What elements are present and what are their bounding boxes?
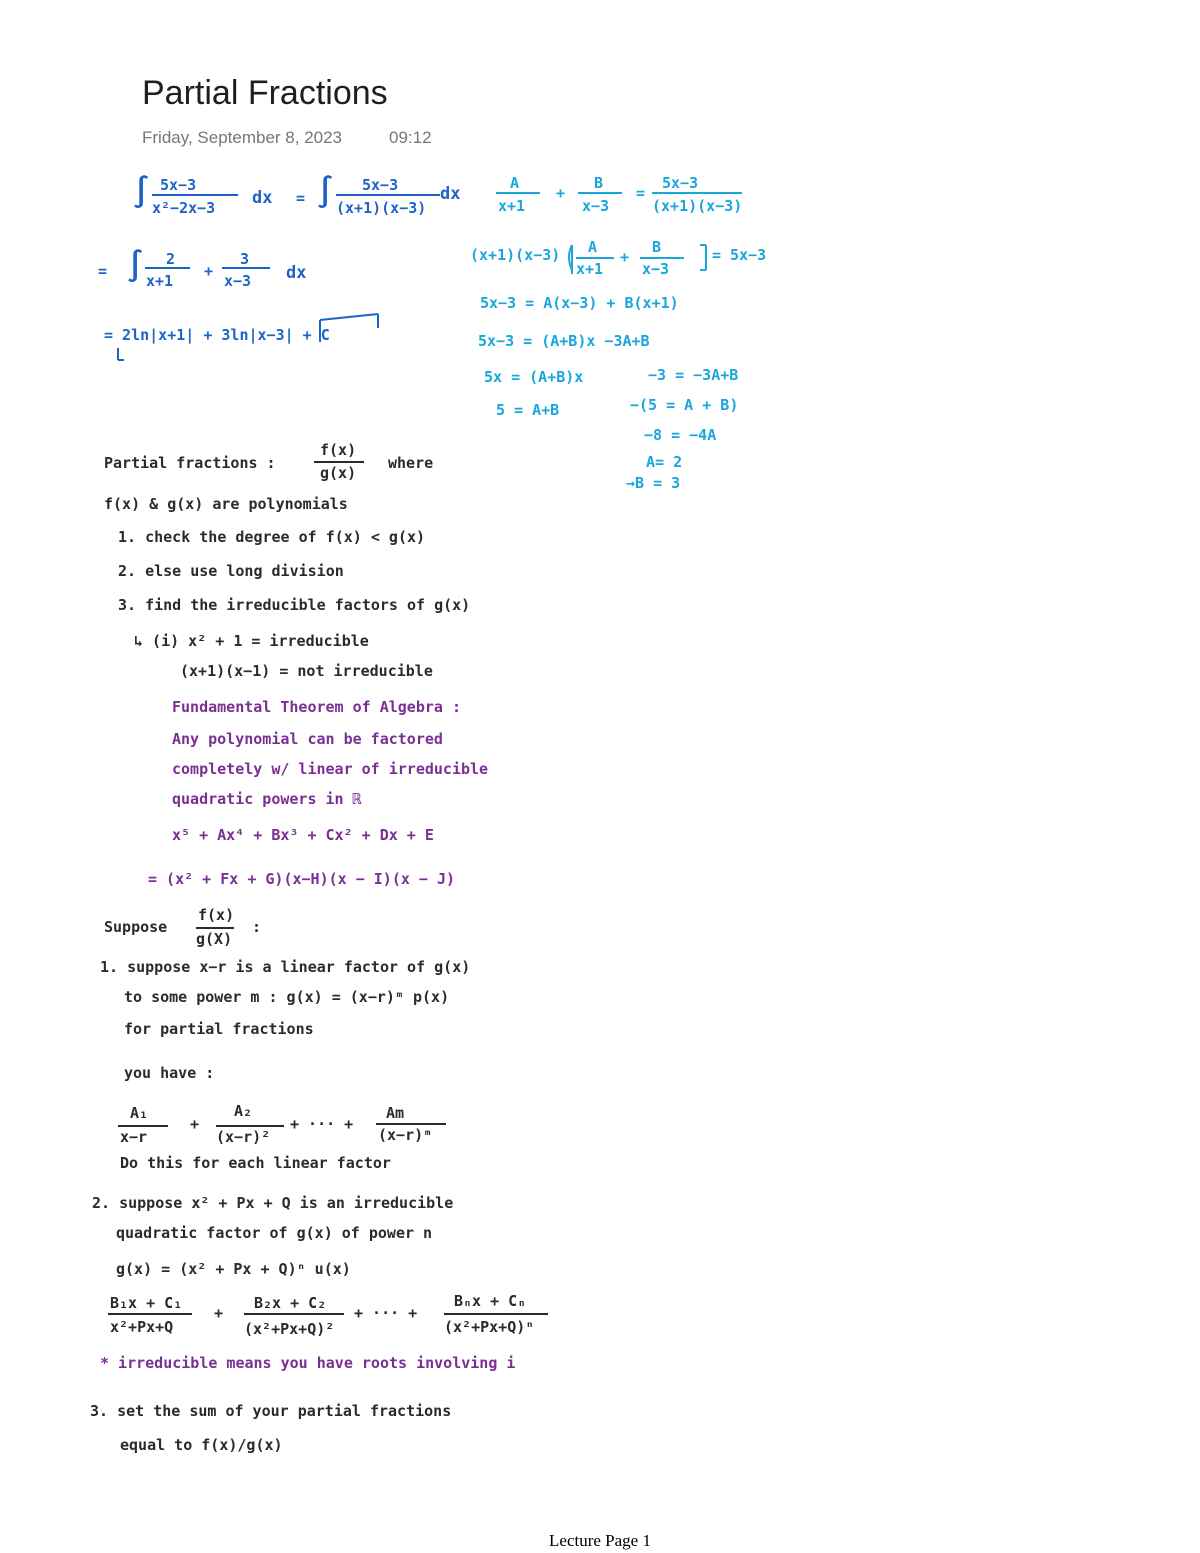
page-footer: Lecture Page 1 (549, 1531, 651, 1550)
pf-a-numerator: A (510, 174, 520, 192)
case-1-dots: + ··· + (290, 1115, 354, 1133)
solve-step-4: 5 = A+B (496, 401, 560, 419)
case-2-plus-1: + (214, 1304, 224, 1322)
page-time: 09:12 (389, 128, 432, 147)
pf-equals: = (636, 184, 646, 202)
fta-line-1: Fundamental Theorem of Algebra : (172, 698, 461, 716)
dark-bars (108, 462, 548, 1314)
case-1-plus-1: + (190, 1115, 200, 1133)
fta-factored: = (x² + Fx + G)(x−H)(x − I)(x − J) (148, 870, 456, 888)
integral-2-dx: dx (440, 184, 461, 204)
integral-1-dx: dx (252, 188, 273, 208)
case-2-b1-numerator: B₁x + C₁ (110, 1294, 183, 1312)
suppose-colon: : (252, 918, 262, 936)
case-2-b2-denominator: (x²+Px+Q)² (244, 1320, 335, 1338)
case-2-line-2: quadratic factor of g(x) of power n (116, 1224, 433, 1242)
definition-line-2: f(x) & g(x) are polynomials (104, 495, 348, 513)
mult-left: (x+1)(x−3) (470, 246, 561, 264)
suppose-label: Suppose (104, 918, 168, 936)
case-2-line-3: g(x) = (x² + Px + Q)ⁿ u(x) (116, 1260, 351, 1278)
integral-sign-2: ∫ (316, 175, 335, 210)
step-3: 3. find the irreducible factors of g(x) (118, 596, 471, 614)
final-answer: = 2ln|x+1| + 3ln|x−3| + C (104, 326, 330, 344)
pf-a-denominator: x+1 (498, 197, 526, 215)
line2-a-denominator: x+1 (146, 272, 174, 290)
case-2-line-1: 2. suppose x² + Px + Q is an irreducible (92, 1194, 454, 1212)
case-1-a1-numerator: A₁ (130, 1104, 149, 1122)
step-1: 1. check the degree of f(x) < g(x) (118, 528, 426, 546)
case-2-b1-denominator: x²+Px+Q (110, 1318, 174, 1336)
solve-step-7: →B = 3 (626, 474, 681, 492)
line2-integral: ∫ (126, 249, 145, 284)
definition-denominator: g(x) (320, 464, 357, 482)
case-1-line-2: to some power m : g(x) = (x−r)ᵐ p(x) (124, 988, 450, 1006)
fta-line-3: completely w/ linear of irreducible (172, 760, 489, 778)
solve-step-2: 5x−3 = (A+B)x −3A+B (478, 332, 650, 350)
case-1-a2-denominator: (x−r)² (216, 1128, 271, 1146)
integral-2-denominator: (x+1)(x−3) (336, 199, 427, 217)
fta-line-2: Any polynomial can be factored (172, 730, 443, 748)
solve-step-3b: −3 = −3A+B (648, 366, 739, 384)
equals-1: = (296, 189, 306, 207)
case-1-a1-denominator: x−r (120, 1128, 148, 1146)
case-1-line-3: for partial fractions (124, 1020, 314, 1038)
case-1-line-4: you have : (124, 1064, 215, 1082)
case-3-line-1: 3. set the sum of your partial fractions (90, 1402, 452, 1420)
solve-step-3: 5x = (A+B)x (484, 368, 584, 386)
line2-a-numerator: 2 (166, 250, 176, 268)
mult-a-numerator: A (588, 238, 598, 256)
suppose-denominator: g(X) (196, 930, 233, 948)
case-1-am-denominator: (x−r)ᵐ (378, 1126, 433, 1144)
mult-b-numerator: B (652, 238, 662, 256)
case-2-bn-denominator: (x²+Px+Q)ⁿ (444, 1318, 535, 1336)
line2-dx: dx (286, 263, 307, 283)
pf-b-numerator: B (594, 174, 604, 192)
pf-right-numerator: 5x−3 (662, 174, 699, 192)
example-not-irreducible: (x+1)(x−1) = not irreducible (180, 662, 433, 680)
solve-step-1: 5x−3 = A(x−3) + B(x+1) (480, 294, 679, 312)
example-irreducible: ↳ (i) x² + 1 = irreducible (134, 632, 369, 650)
mult-b-denominator: x−3 (642, 260, 670, 278)
line2-b-denominator: x−3 (224, 272, 252, 290)
case-1-a2-numerator: A₂ (234, 1102, 253, 1120)
pf-plus: + (556, 184, 566, 202)
mult-a-denominator: x+1 (576, 260, 604, 278)
case-1-am-numerator: Am (386, 1104, 405, 1122)
page-title: Partial Fractions (142, 74, 388, 112)
mult-right: = 5x−3 (712, 246, 767, 264)
line2-b-numerator: 3 (240, 250, 250, 268)
integral-1-denominator: x²−2x−3 (152, 199, 216, 217)
case-2-dots: + ··· + (354, 1304, 418, 1322)
case-1-line-5: Do this for each linear factor (120, 1154, 391, 1172)
case-2-bn-numerator: Bₙx + Cₙ (454, 1292, 527, 1310)
integral-1-numerator: 5x−3 (160, 176, 197, 194)
case-2-note: * irreducible means you have roots involving i (100, 1354, 516, 1372)
case-3-line-2: equal to f(x)/g(x) (120, 1436, 283, 1454)
pf-right-denominator: (x+1)(x−3) (652, 197, 743, 215)
definition-numerator: f(x) (320, 441, 357, 459)
solve-step-6: A= 2 (646, 453, 683, 471)
fta-polynomial: x⁵ + Ax⁴ + Bx³ + Cx² + Dx + E (172, 826, 434, 844)
line2-plus: + (204, 262, 214, 280)
fta-line-4: quadratic powers in ℝ (172, 790, 362, 808)
suppose-numerator: f(x) (198, 906, 235, 924)
page-date: Friday, September 8, 2023 (142, 128, 343, 147)
definition-label: Partial fractions : (104, 454, 276, 472)
pf-b-denominator: x−3 (582, 197, 610, 215)
integral-sign-1: ∫ (132, 175, 151, 210)
case-1-line-1: 1. suppose x−r is a linear factor of g(x) (100, 958, 471, 976)
integral-2-numerator: 5x−3 (362, 176, 399, 194)
case-2-b2-numerator: B₂x + C₂ (254, 1294, 327, 1312)
solve-step-4b: −(5 = A + B) (630, 396, 739, 414)
line2-equals: = (98, 262, 108, 280)
definition-where: where (388, 454, 434, 472)
step-2: 2. else use long division (118, 562, 344, 580)
solve-step-5: −8 = −4A (644, 426, 717, 444)
mult-plus: + (620, 248, 630, 266)
